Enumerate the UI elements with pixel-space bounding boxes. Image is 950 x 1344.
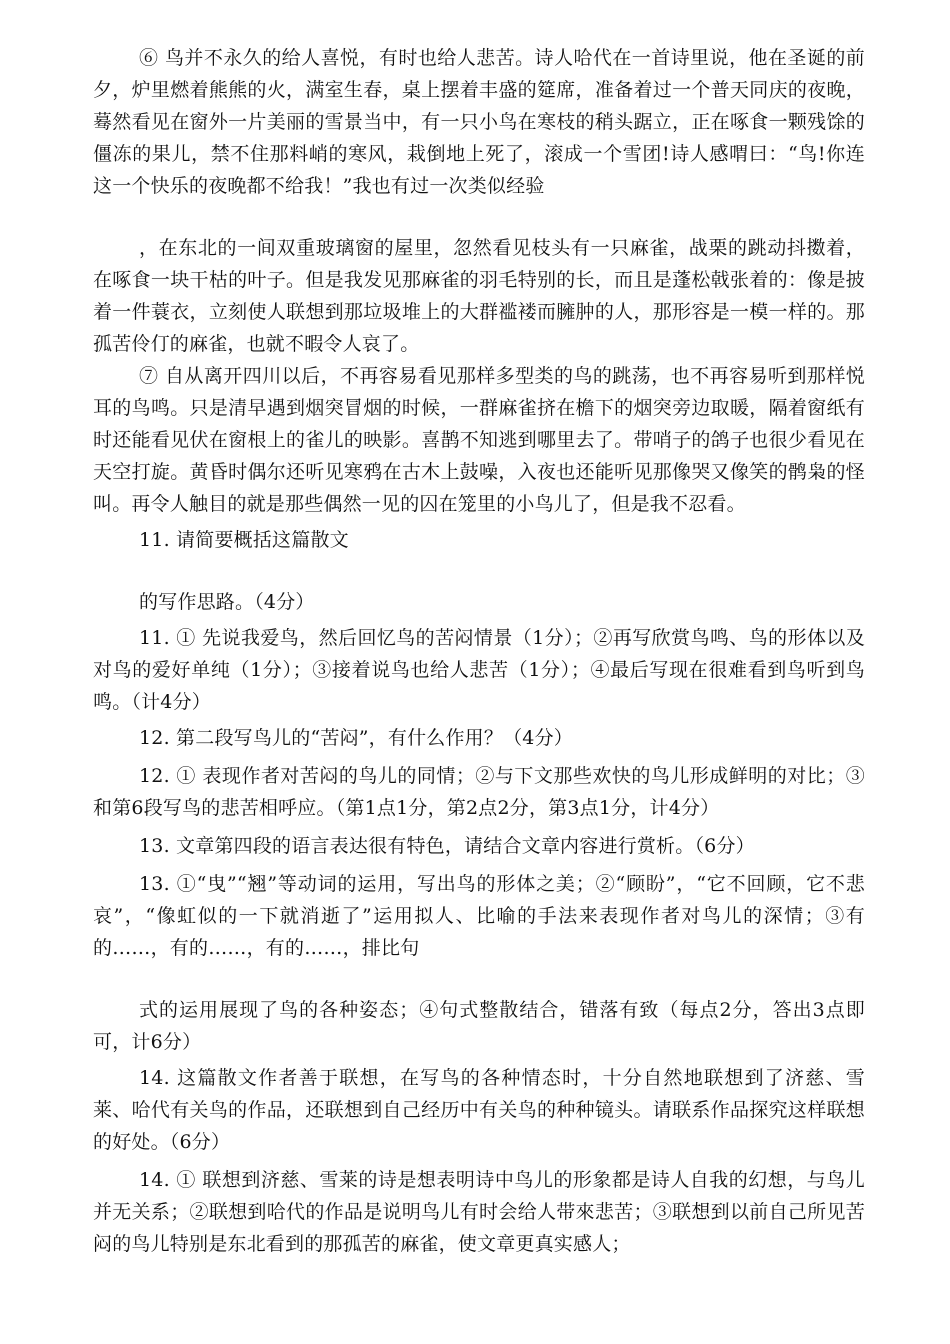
answer-14: 14. ① 联想到济慈、雪莱的诗是想表明诗中鸟儿的形象都是诗人自我的幻想，与鸟儿并无关系；②联想到哈代的作品是说明鸟儿有时会给人带來悲苦；③联想到以前自己所见苦闷的鸟儿特别是东北看到的那孤苦的麻雀，使文章更真实感人； [93,1169,865,1255]
question-13: 13. 文章第四段的语言表达很有特色，请结合文章内容进行赏析。（6分） [139,835,755,857]
paragraph-6-part-2: ，在东北的一间双重玻璃窗的屋里，忽然看见枝头有一只麻雀，战栗的跳动抖擞着，在啄食一块干枯的叶子。但是我发见那麻雀的羽毛特别的长，而且是蓬松戟张着的：像是披着一件蓑衣，立刻使人联想到那垃圾堆上的大群褴褛而臃肿的人，那形容是一模一样的。那孤苦伶仃的麻雀，也就不暇令人哀了。 [93,237,865,355]
spacer [93,556,865,586]
answer-12: 12. ① 表现作者对苦闷的鸟儿的同情；②与下文那些欢快的鸟儿形成鲜明的对比；③和第6段写鸟的悲苦相呼应。（第1点1分，第2点2分，第3点1分，计4分） [93,765,865,819]
document-page [93,42,865,1260]
answer-13-part-2: 式的运用展现了鸟的各种姿态；④句式整散结合，错落有致（每点2分，答出3点即可，计6分） [93,999,865,1053]
paragraph-7: ⑦ 自从离开四川以后，不再容易看见那样多型类的鸟的跳荡，也不再容易听到那样悦耳的鸟鸣。只是清早遇到烟突冒烟的时候，一群麻雀挤在檐下的烟突旁边取暖，隔着窗纸有时还能看见伏在窗根上的雀儿的映影。喜鹊不知逃到哪里去了。带哨子的鸽子也很少看见在天空打旋。黄昏时偶尔还听见寒鸦在古木上鼓噪，入夜也还能听见那像哭又像笑的鹘枭的怪叫。再令人触目的就是那些偶然一见的囚在笼里的小鸟儿了，但是我不忍看。 [93,365,865,515]
paragraph-6-part-1: ⑥ 鸟并不永久的给人喜悦，有时也给人悲苦。诗人哈代在一首诗里说，他在圣诞的前夕，炉里燃着熊熊的火，满室生春，桌上摆着丰盛的筵席，准备着过一个普天同庆的夜晚，蓦然看见在窗外一片美丽的雪景当中，有一只小鸟在寒枝的稍头踞立，正在啄食一颗残馀的僵冻的果儿，禁不住那料峭的寒风，栽倒地上死了，滚成一个雪团!诗人感喟曰：“鸟!你连这一个快乐的夜晚都不给我！”我也有过一次类似经验 [93,47,865,197]
question-11-part-1: 11. 请简要概括这篇散文 [139,529,349,551]
answer-11: 11. ① 先说我爱鸟，然后回忆鸟的苦闷情景（1分）；②再写欣赏鸟鸣、鸟的形体以及对鸟的爱好单纯（1分）；③接着说鸟也给人悲苦（1分）；④最后写现在很难看到鸟听到鸟鸣。（计4分） [93,627,865,713]
question-14: 14. 这篇散文作者善于联想，在写鸟的各种情态时，十分自然地联想到了济慈、雪莱、哈代有关鸟的作品，还联想到自己经历中有关鸟的种种镜头。请联系作品探究这样联想的好处。（6分） [93,1067,865,1153]
question-12: 12. 第二段写鸟儿的“苦闷”，有什么作用？（4分） [139,727,573,749]
spacer [93,202,865,232]
answer-13-part-1: 13. ①“曳”“翘”等动词的运用，写出鸟的形体之美；②“顾盼”，“它不回顾，它不悲哀”，“像虹似的一下就消逝了”运用拟人、比喻的手法来表现作者对鸟儿的深情；③有的……，有的……，有的……，排比句 [93,873,865,959]
question-11-part-2: 的写作思路。（4分） [139,591,315,613]
spacer [93,964,865,994]
